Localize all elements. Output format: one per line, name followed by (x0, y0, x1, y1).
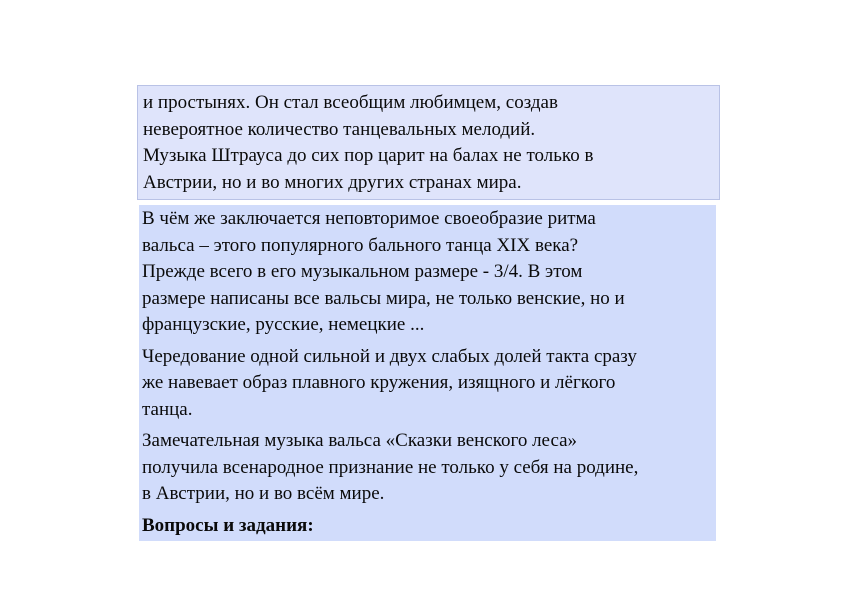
text-line: получила всенародное признание не только у себя на родине, (142, 456, 639, 478)
text-line: размере написаны все вальсы мира, не только венские, но и (142, 287, 625, 309)
text-line: танца. (142, 398, 193, 420)
questions-heading: Вопросы и задания: (142, 514, 314, 536)
text-line: невероятное количество танцевальных мелодий. (143, 118, 536, 140)
text-line: Австрии, но и во многих других странах мира. (143, 171, 522, 193)
bottom-text-block (139, 205, 716, 541)
text-line: и простынях. Он стал всеобщим любимцем, создав (143, 92, 558, 113)
paragraph-vienna-woods (142, 428, 716, 508)
text-line: вальса – этого популярного бального танца XIX века? (142, 234, 579, 256)
text-line: Музыка Штрауса до сих пор царит на балах не только в (143, 145, 594, 166)
text-line: французские, русские, немецкие ... (142, 314, 425, 335)
text-line: в Австрии, но и во всём мире. (142, 483, 385, 504)
text-line: Чередование одной сильной и двух слабых долей такта сразу (142, 345, 637, 367)
paragraph-waltz-rhythm (142, 206, 716, 339)
top-paragraph (143, 90, 719, 196)
top-text-block (137, 85, 720, 200)
paragraph-beats (142, 344, 716, 424)
text-line: Замечательная музыка вальса «Сказки венского леса» (142, 430, 578, 451)
text-line: Прежде всего в его музыкальном размере - 3/4. В этом (142, 261, 583, 282)
text-line: В чём же заключается неповторимое своеобразие ритма (142, 208, 596, 229)
text-line: же навевает образ плавного кружения, изящного и лёгкого (142, 372, 616, 393)
